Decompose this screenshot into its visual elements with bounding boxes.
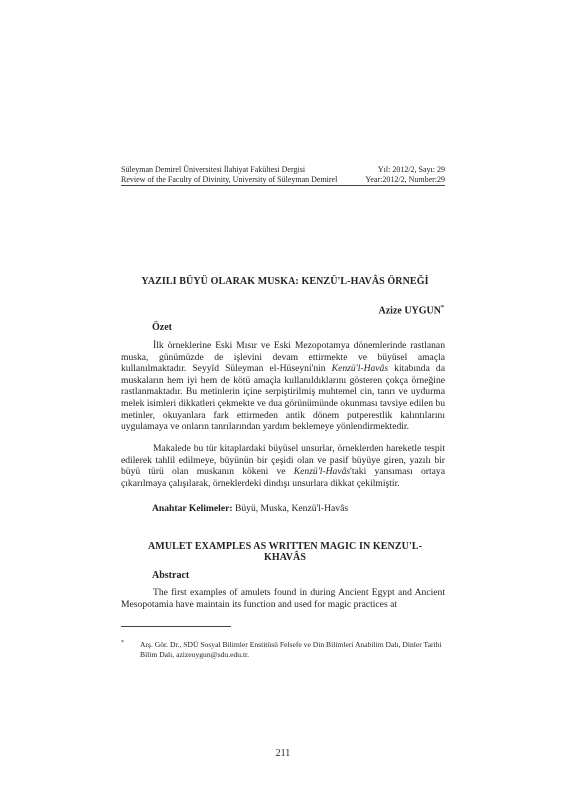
- ozet-heading: Özet: [152, 322, 172, 333]
- italic-title: Kenzü'l-Havâs: [331, 363, 389, 375]
- issue-info-en: Year:2012/2, Number:29: [365, 175, 445, 184]
- header-rule: [121, 185, 445, 186]
- keywords-label: Anahtar Kelimeler:: [152, 503, 233, 514]
- ozet-paragraph-1: İlk örneklerine Eski Mısır ve Eski Mezopotamya dönemlerinde rastlanan muska, günümüzde de işlevini devam ettirmekte ve büyüsel amaçla kullanılmaktadır. Seyyîd Süleyman el-Hüseyni'nin Kenzü'l-Havâs kitabında da muskaların hem iyi hem de kötü amaçla kullanıldıklarını gösteren çokça örneğine rastlanmaktadır. Bu metinlerin içine serpiştirilmiş muhtemel cin, tanrı ve uydurma melek isimleri dikkatleri çekmekte ve dua görünümünde okunması tavsiye edilen bu metinler, okuyanlara fark ettirmeden antik dönem putperestlik kalıntılarını uygulamaya ve onların tanrılarından yardım beklemeye yönlendirmektedir.: [121, 340, 445, 433]
- journal-name-tr: Süleyman Demirel Üniversitesi İlahiyat Fakültesi Dergisi: [121, 165, 306, 174]
- footnote-mark: *: [121, 640, 124, 646]
- keywords-line: [152, 503, 348, 514]
- ozet-paragraph-2: Makalede bu tür kitaplardaki büyüsel unsurlar, örneklerden hareketle tespit edilerek tahlil edilmeye, büyünün bir çeşidi olan ve pasif büyüye giren, yazılı bir büyü türü olan muskanın kökeni ve Kenzü'l-Havâs'taki yansıması ortaya çıkarılmaya çalışılarak, örneklerdeki dindışı unsurlara dikkat çekilmiştir.: [121, 443, 445, 489]
- footnote-text: Arş. Gör. Dr., SDÜ Sosyal Bilimler Enstitüsü Felsefe ve Din Bilimleri Anabilim Dalı, Dinler Tarihi Bilim Dalı, azizeuygun@sdu.edu.tr.: [140, 640, 442, 659]
- author-name: [379, 305, 444, 316]
- footnote-rule: [121, 626, 231, 627]
- keywords-value: Büyü, Muska, Kenzü'l-Havâs: [234, 503, 349, 514]
- article-title-en: AMULET EXAMPLES AS WRITTEN MAGIC IN KENZU'L-KHAVÂS: [147, 541, 423, 563]
- footnote: [121, 640, 445, 660]
- article-title-tr: YAZILI BÜYÜ OLARAK MUSKA: KENZÜ'L-HAVÂS ÖRNEĞİ: [141, 276, 429, 287]
- issue-info-tr: Yıl: 2012/2, Sayı: 29: [377, 165, 445, 174]
- header-line-tr: [121, 165, 445, 175]
- abstract-heading: Abstract: [152, 570, 190, 581]
- journal-name-en: Review of the Faculty of Divinity, University of Süleyman Demirel: [121, 175, 338, 184]
- abstract-paragraph-1: The first examples of amulets found in during Ancient Egypt and Ancient Mesopotamia have maintain its function and used for magic practices at: [121, 587, 445, 610]
- author-text: Azize UYGUN: [378, 305, 441, 317]
- italic-title: Kenzü'l-Havâs: [293, 466, 351, 478]
- page-number: 211: [275, 748, 291, 759]
- header-line-en: [121, 175, 445, 185]
- author-footnote-mark: *: [441, 305, 444, 311]
